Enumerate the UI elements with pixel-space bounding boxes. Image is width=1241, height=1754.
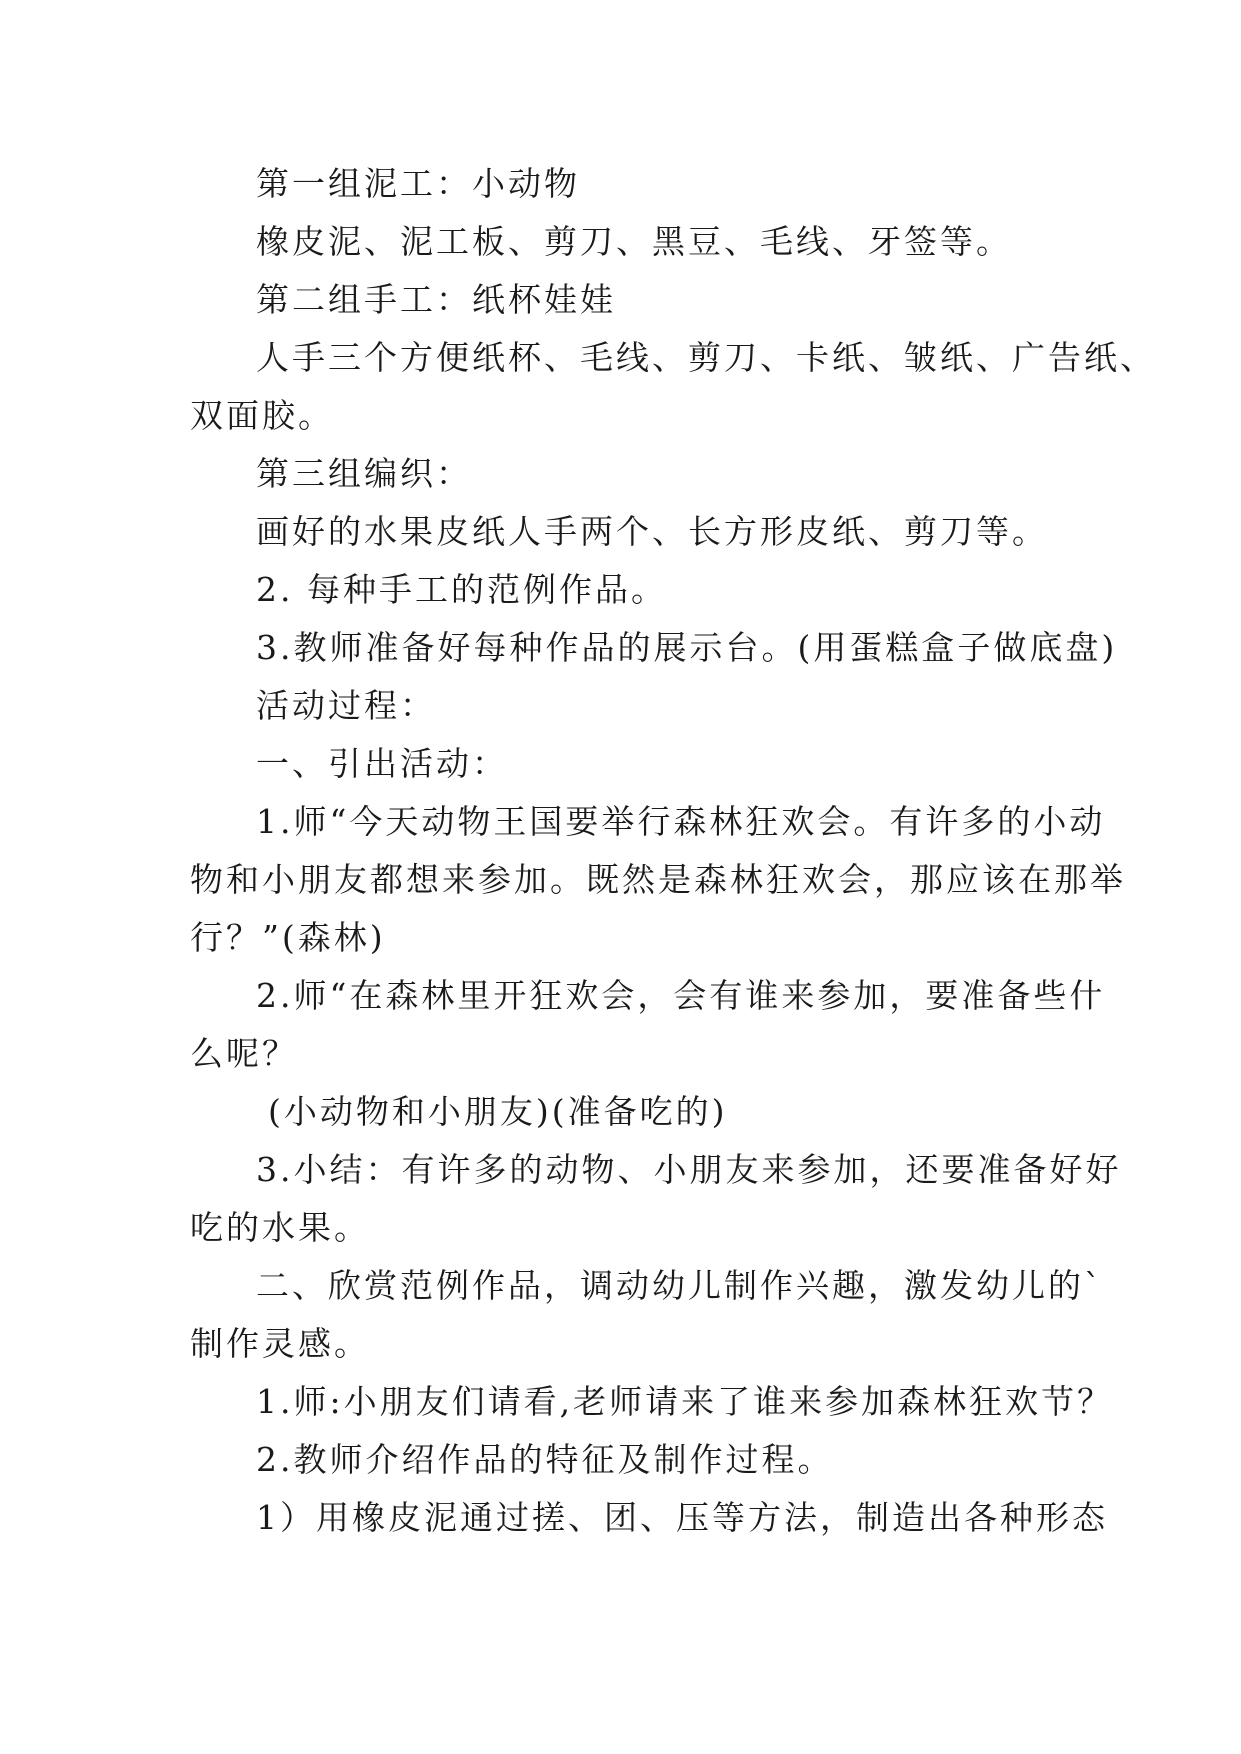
- paragraph-line: 人手三个方便纸杯、毛线、剪刀、卡纸、皱纸、广告纸、: [256, 338, 1156, 377]
- document-body: [190, 155, 1156, 1547]
- paragraph: [190, 329, 1156, 445]
- paragraph: [190, 1257, 1104, 1373]
- paragraph-line: 画好的水果皮纸人手两个、长方形皮纸、剪刀等。: [256, 512, 1048, 551]
- paragraph-line: 制作灵感。: [190, 1324, 370, 1363]
- paragraph-line: 3.教师准备好每种作品的展示台。(用蛋糕盒子做底盘): [256, 628, 1118, 667]
- paragraph: [190, 213, 1060, 271]
- paragraph: [190, 561, 1060, 619]
- paragraph-line: 2. 每种手工的范例作品。: [256, 570, 667, 609]
- paragraph: [190, 619, 1118, 677]
- paragraph-line: 1）用橡皮泥通过搓、团、压等方法，制造出各种形态: [256, 1498, 1108, 1537]
- paragraph: [190, 1489, 1108, 1547]
- paragraph-line: 一、引出活动：: [256, 744, 508, 783]
- paragraph-line: 二、欣赏范例作品，调动幼儿制作兴趣，激发幼儿的`: [256, 1266, 1104, 1305]
- paragraph-line: 1.师“今天动物王国要举行森林狂欢会。有许多的小动: [256, 802, 1106, 841]
- paragraph-line: 3.小结：有许多的动物、小朋友来参加，还要准备好好: [256, 1150, 1122, 1189]
- paragraph-line: 行？”(森林): [190, 918, 386, 957]
- paragraph: [190, 445, 1060, 503]
- paragraph-line: 吃的水果。: [190, 1208, 370, 1247]
- paragraph: [190, 503, 1060, 561]
- paragraph-line: 双面胶。: [190, 396, 334, 435]
- paragraph: [190, 155, 1060, 213]
- paragraph: [190, 967, 1106, 1083]
- paragraph-line: 2.教师介绍作品的特征及制作过程。: [256, 1440, 834, 1479]
- paragraph: [190, 735, 1060, 793]
- paragraph-line: 么呢？: [190, 1034, 298, 1073]
- paragraph-line: 第三组编织：: [256, 454, 472, 493]
- paragraph-line: 第一组泥工：小动物: [256, 164, 580, 203]
- paragraph-line: 橡皮泥、泥工板、剪刀、黑豆、毛线、牙签等。: [256, 222, 1012, 261]
- paragraph: [190, 1083, 1060, 1141]
- paragraph-line: 物和小朋友都想来参加。既然是森林狂欢会，那应该在那举: [190, 860, 1126, 899]
- paragraph: [190, 793, 1126, 967]
- paragraph-line: 2.师“在森林里开狂欢会，会有谁来参加，要准备些什: [256, 976, 1106, 1015]
- paragraph-line: 1.师:小朋友们请看,老师请来了谁来参加森林狂欢节？: [256, 1382, 1114, 1421]
- paragraph: [190, 677, 1060, 735]
- paragraph: [190, 1141, 1122, 1257]
- paragraph-line: (小动物和小朋友)(准备吃的): [268, 1092, 728, 1131]
- paragraph-line: 第二组手工：纸杯娃娃: [256, 280, 616, 319]
- paragraph-line: 活动过程：: [256, 686, 436, 725]
- paragraph: [190, 1373, 1114, 1431]
- paragraph: [190, 271, 1060, 329]
- paragraph: [190, 1431, 1060, 1489]
